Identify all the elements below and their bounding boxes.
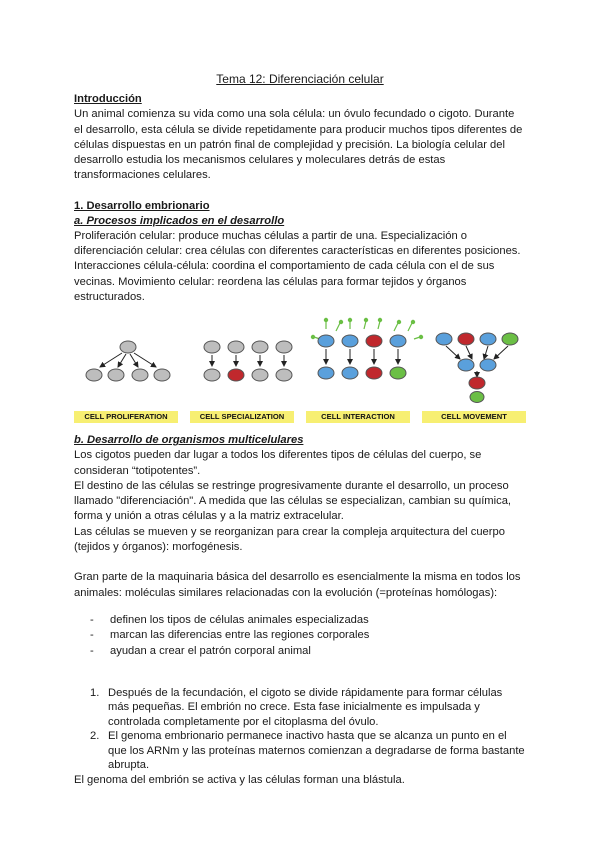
intro-heading: Introducción bbox=[74, 93, 142, 106]
numbered-item bbox=[74, 686, 526, 730]
subsection-b-p3: Las células se mueven y se reorganizan para crear la compleja arquitectura del cuerpo (tejidos y órganos): morfogénesis. bbox=[74, 525, 505, 554]
item-number: 1. bbox=[90, 686, 100, 699]
proliferation-panel bbox=[86, 341, 170, 381]
list-item: - ayudan a crear el patrón corporal animal bbox=[74, 644, 526, 659]
label-cell-specialization: CELL SPECIALIZATION bbox=[190, 411, 294, 423]
subsection-b-p2: El destino de las células se restringe progresivamente durante el desarrollo, un proceso llamado "diferenciación". A medida que las células se especializan, cambian su química, forma y unión a otras células y a la matriz extracelular. bbox=[74, 479, 512, 523]
item-text: Después de la fecundación, el cigoto se divide rápidamente para formar células más pequeñas. El embrión no crece. Esta fase inicialmente es impulsada y controlada completamente por el citoplasma del óvulo. bbox=[108, 686, 503, 728]
label-cell-interaction: CELL INTERACTION bbox=[306, 411, 410, 423]
item-number: 2. bbox=[90, 730, 100, 743]
specialization-panel bbox=[204, 341, 292, 381]
numbered-item bbox=[74, 729, 526, 773]
closing-sentence: El genoma del embrión se activa y las células forman una blástula. bbox=[74, 773, 405, 786]
list-item: - marcan las diferencias entre las regiones corporales bbox=[74, 628, 526, 643]
label-cell-proliferation: CELL PROLIFERATION bbox=[74, 411, 178, 423]
movement-panel bbox=[436, 333, 518, 403]
intro-paragraph: Un animal comienza su vida como una sola célula: un óvulo fecundado o cigoto. Durante el desarrollo, esta célula se divide repetidamente para producir muchos tipos diferentes de células dispuestas en un patrón final de complejidad y precisión. La biología celular del desarrollo estudia los mecanismos celulares y moleculares detrás de estas transformaciones celulares. bbox=[74, 108, 523, 182]
subsection-a-paragraph: Proliferación celular: produce muchas células a partir de una. Especialización o diferenciación celular: crea células con diferentes características en diferentes posiciones. Interacciones célula-célula: coordina el comportamiento de cada célula con el de sus vecinas. Movimiento celular: reordena las células para formar tejidos y órganos estructurados. bbox=[74, 229, 521, 303]
document-page bbox=[74, 72, 526, 788]
subsection-b-p1: Los cigotos pueden dar lugar a todos los diferentes tipos de células del cuerpo, se consideran “totipotentes”. bbox=[74, 449, 482, 477]
item-text: El genoma embrionario permanece inactivo hasta que se alcanza un punto en el que los ARNm y las proteínas maternos comienzan a degradarse de forma bastante abrupta. bbox=[108, 730, 525, 772]
subsection-a-heading: a. Procesos implicados en el desarrollo bbox=[74, 214, 285, 227]
list-item: - definen los tipos de células animales especializadas bbox=[74, 613, 526, 628]
subsection-b-heading: b. Desarrollo de organismos multicelulares bbox=[74, 434, 304, 447]
development-steps-list bbox=[74, 686, 526, 773]
label-cell-movement: CELL MOVEMENT bbox=[422, 411, 526, 423]
cell-processes-diagram bbox=[74, 309, 526, 409]
interaction-panel bbox=[311, 319, 422, 380]
page-title: Tema 12: Diferenciación celular bbox=[216, 72, 384, 86]
homologous-proteins-list bbox=[74, 613, 526, 659]
cell-processes-figure bbox=[74, 309, 526, 427]
section-1-heading: 1. Desarrollo embrionario bbox=[74, 199, 210, 212]
subsection-b-p4: Gran parte de la maquinaria básica del desarrollo es esencialmente la misma en todos los animales: moléculas similares relacionadas con la evolución (=proteínas homólogas): bbox=[74, 571, 521, 599]
